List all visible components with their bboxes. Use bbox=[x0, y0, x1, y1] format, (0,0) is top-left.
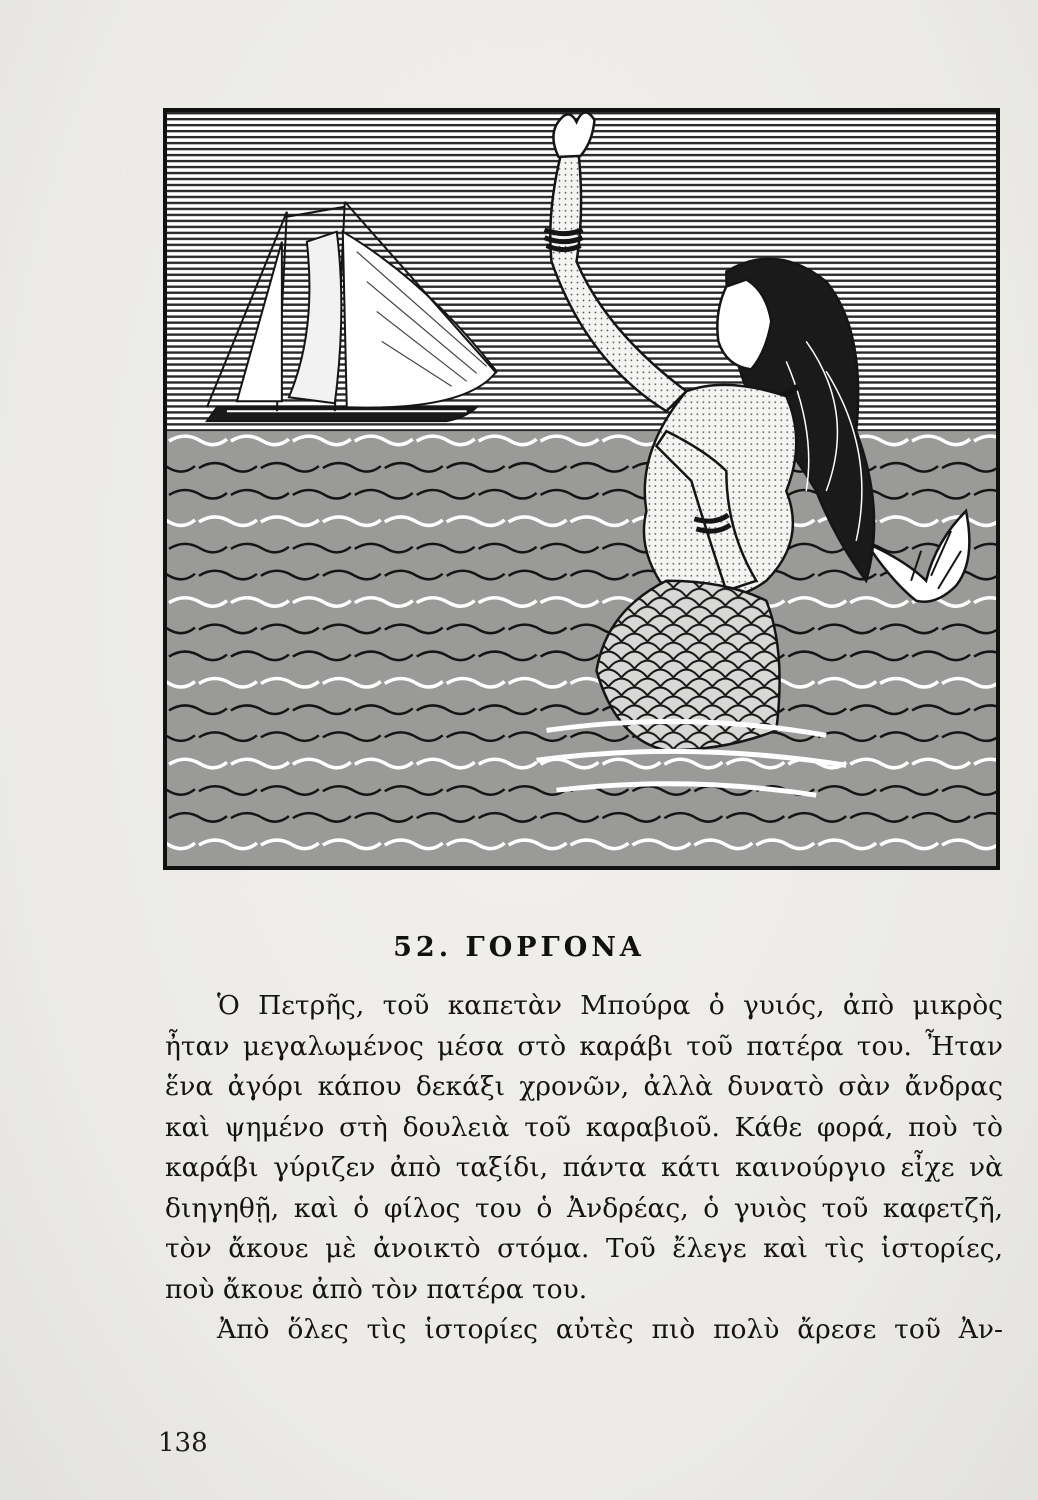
chapter-title: ΓΟΡΓΟΝΑ bbox=[465, 932, 645, 963]
paragraph-1 bbox=[165, 986, 1003, 1310]
mermaid-illustration bbox=[163, 108, 1000, 870]
engraving-svg bbox=[167, 112, 996, 866]
page-number: 138 bbox=[158, 1428, 208, 1458]
text-line: διηγηθῇ, καὶ ὁ φίλος του ὁ Ἀνδρέας, ὁ γυιὸς τοῦ καφετζῆ, bbox=[165, 1192, 1003, 1224]
paragraph-2 bbox=[165, 1310, 1003, 1351]
text-line: καὶ ψημένο στὴ δουλειὰ τοῦ καραβιοῦ. Κάθε φορά, ποὺ τὸ bbox=[165, 1111, 1003, 1143]
text-line: τὸν ἄκουε μὲ ἀνοικτὸ στόμα. Τοῦ ἔλεγε καὶ τὶς ἱστορίες, bbox=[165, 1233, 1003, 1264]
story-text bbox=[165, 986, 1003, 1351]
text-line: ἕνα ἀγόρι κάπου δεκάξι χρονῶν, ἀλλὰ δυνατὸ σὰν ἄνδρας bbox=[165, 1071, 1003, 1102]
chapter-number: 52. bbox=[393, 932, 453, 963]
text-line: ἦταν μεγαλωμένος μέσα στὸ καράβι τοῦ πατέρα του. Ἦταν bbox=[165, 1030, 1003, 1062]
chapter-heading bbox=[0, 932, 1038, 963]
text-line: Ὁ Πετρῆς, τοῦ καπετὰν Μπούρα ὁ γυιός, ἀπὸ μικρὸς bbox=[217, 990, 1003, 1021]
text-line: καράβι γύριζεν ἀπὸ ταξίδι, πάντα κάτι καινούργιο εἶχε νὰ bbox=[165, 1152, 1003, 1183]
text-line: ποὺ ἄκουε ἀπὸ τὸν πατέρα του. bbox=[165, 1273, 588, 1305]
text-line: Ἀπὸ ὅλες τὶς ἱστορίες αὐτὲς πιὸ πολὺ ἄρεσε τοῦ Ἀν- bbox=[217, 1314, 1003, 1345]
